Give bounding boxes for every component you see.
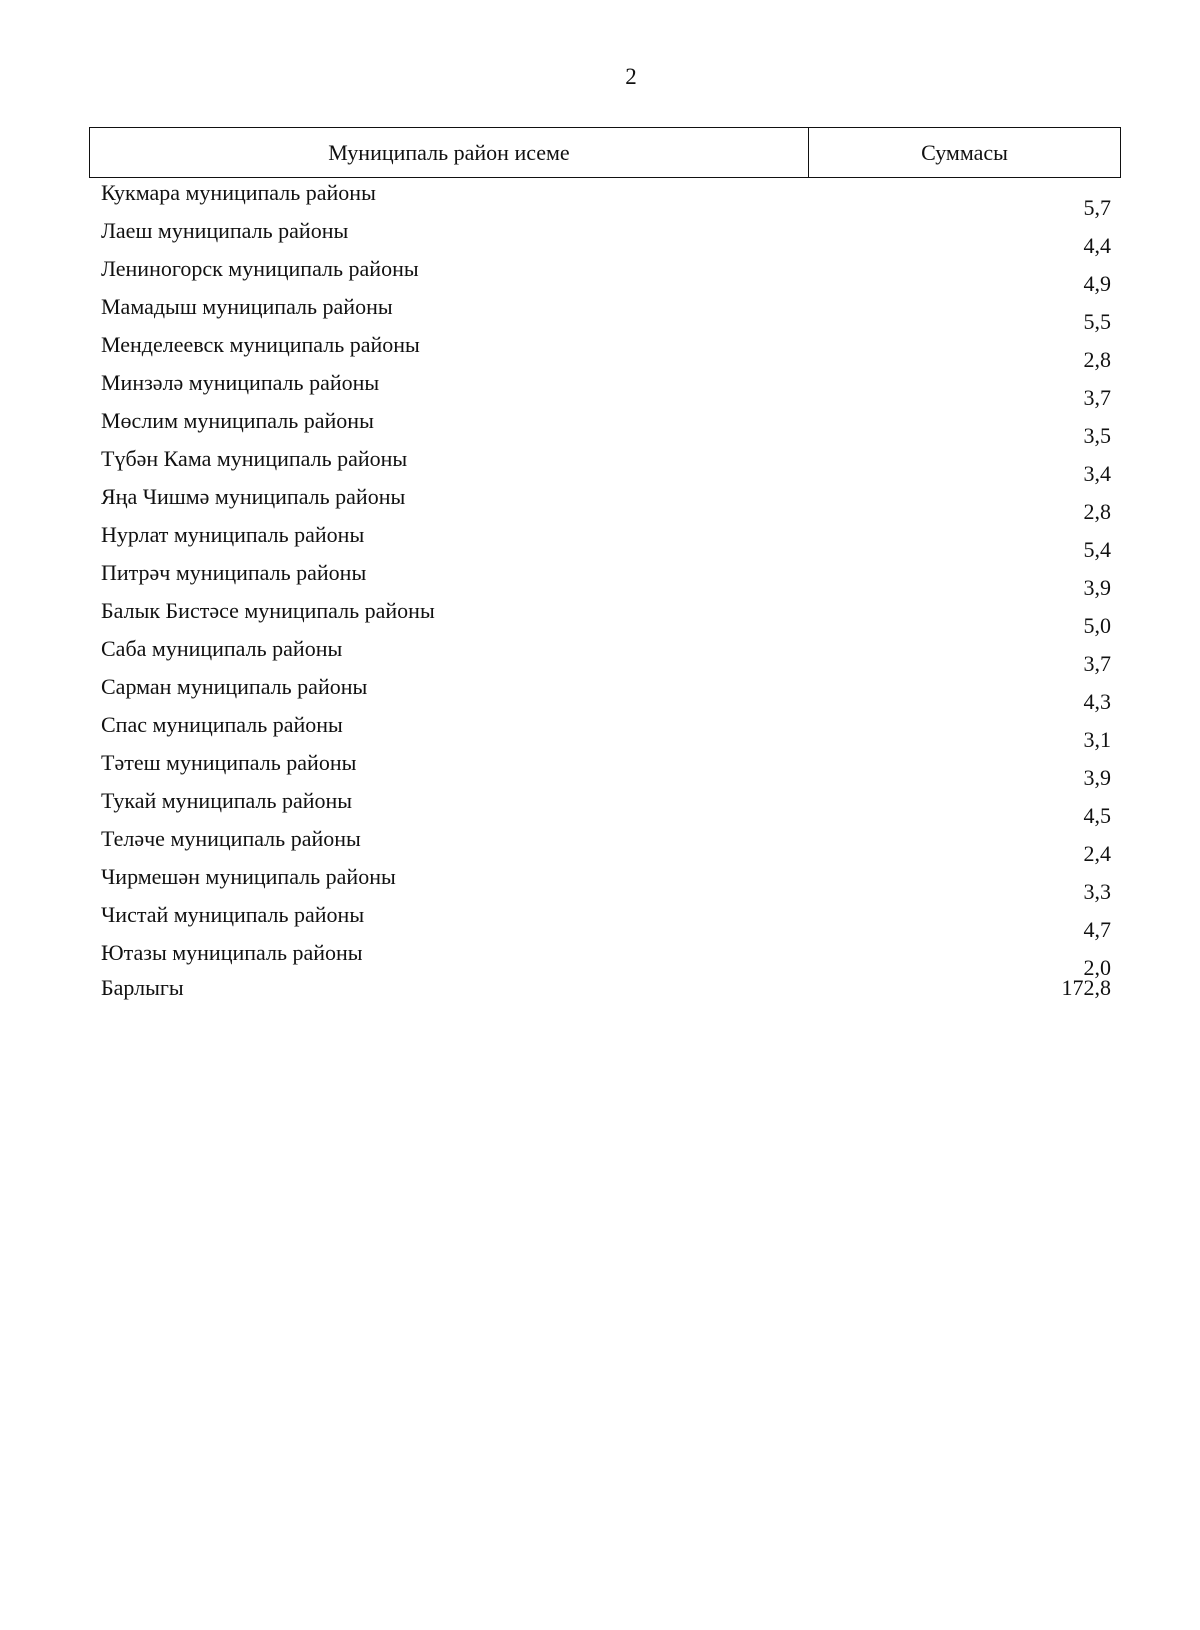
- total-value: 172,8: [1061, 975, 1111, 1000]
- district-sum: 4,9: [1083, 271, 1111, 296]
- table-row: [101, 824, 1111, 866]
- table-row: [101, 634, 1111, 676]
- table-row: [101, 254, 1111, 296]
- table-row: [101, 292, 1111, 334]
- district-sum: 3,9: [1083, 575, 1111, 600]
- district-sum: 3,1: [1083, 727, 1111, 752]
- district-sum: 3,7: [1083, 385, 1111, 410]
- district-sum: 4,5: [1083, 803, 1111, 828]
- district-name: Лениногорск муниципаль районы: [101, 256, 419, 281]
- table-row: [101, 216, 1111, 258]
- district-name: Ютазы муниципаль районы: [101, 940, 363, 965]
- table-row: [101, 368, 1111, 410]
- district-name: Мамадыш муниципаль районы: [101, 294, 393, 319]
- district-name: Питрәч муниципаль районы: [101, 560, 367, 585]
- district-name: Мөслим муниципаль районы: [101, 408, 374, 433]
- table-row: [101, 596, 1111, 638]
- table-row: [101, 748, 1111, 790]
- district-name: Кукмара муниципаль районы: [101, 180, 376, 205]
- table-row: [101, 558, 1111, 600]
- district-sum: 2,8: [1083, 499, 1111, 524]
- header-district-name: Муниципаль район исеме: [90, 128, 809, 177]
- header-sum: Суммасы: [921, 139, 1008, 165]
- district-name: Түбән Кама муниципаль районы: [101, 446, 408, 471]
- district-sum: 3,9: [1083, 765, 1111, 790]
- table-header: [89, 127, 1121, 178]
- table-row: [101, 406, 1111, 448]
- district-name: Саба муниципаль районы: [101, 636, 343, 661]
- district-sum: 2,0: [1083, 955, 1111, 980]
- table-row: [101, 938, 1111, 980]
- district-sum: 2,8: [1083, 347, 1111, 372]
- district-name: Минзәлә муниципаль районы: [101, 370, 380, 395]
- district-name: Нурлат муниципаль районы: [101, 522, 365, 547]
- table-row: [101, 444, 1111, 486]
- district-name: Тукай муниципаль районы: [101, 788, 353, 813]
- district-sum: 3,3: [1083, 879, 1111, 904]
- district-sum: 5,7: [1083, 195, 1111, 220]
- district-name: Теләче муниципаль районы: [101, 826, 361, 851]
- table-row: [101, 520, 1111, 562]
- district-name: Лаеш муниципаль районы: [101, 218, 349, 243]
- district-name: Балык Бистәсе муниципаль районы: [101, 598, 435, 623]
- table-row: [101, 482, 1111, 524]
- district-sum: 3,5: [1083, 423, 1111, 448]
- district-sum: 4,7: [1083, 917, 1111, 942]
- table-row: [101, 862, 1111, 904]
- page-number: 2: [625, 64, 637, 89]
- district-name: Менделеевск муниципаль районы: [101, 332, 420, 357]
- district-sum: 3,4: [1083, 461, 1111, 486]
- table-row: [101, 710, 1111, 752]
- district-name: Сарман муниципаль районы: [101, 674, 368, 699]
- district-name: Спас муниципаль районы: [101, 712, 343, 737]
- district-sum: 4,3: [1083, 689, 1111, 714]
- table-row: [101, 672, 1111, 714]
- district-sum: 5,5: [1083, 309, 1111, 334]
- district-name: Чирмешән муниципаль районы: [101, 864, 396, 889]
- district-sum: 2,4: [1083, 841, 1111, 866]
- total-label: Барлыгы: [101, 975, 184, 1000]
- district-name: Чистай муниципаль районы: [101, 902, 365, 927]
- district-sum: 5,4: [1083, 537, 1111, 562]
- table-row: [101, 178, 1111, 220]
- table-row: [101, 786, 1111, 828]
- table-row: [101, 900, 1111, 942]
- district-sum: 5,0: [1083, 613, 1111, 638]
- table-body: [101, 178, 1111, 980]
- district-sum: 4,4: [1083, 233, 1111, 258]
- district-sum: 3,7: [1083, 651, 1111, 676]
- district-name: Яңа Чишмә муниципаль районы: [101, 484, 406, 509]
- total-row: [101, 975, 1111, 1007]
- table-row: [101, 330, 1111, 372]
- district-name: Тәтеш муниципаль районы: [101, 750, 357, 775]
